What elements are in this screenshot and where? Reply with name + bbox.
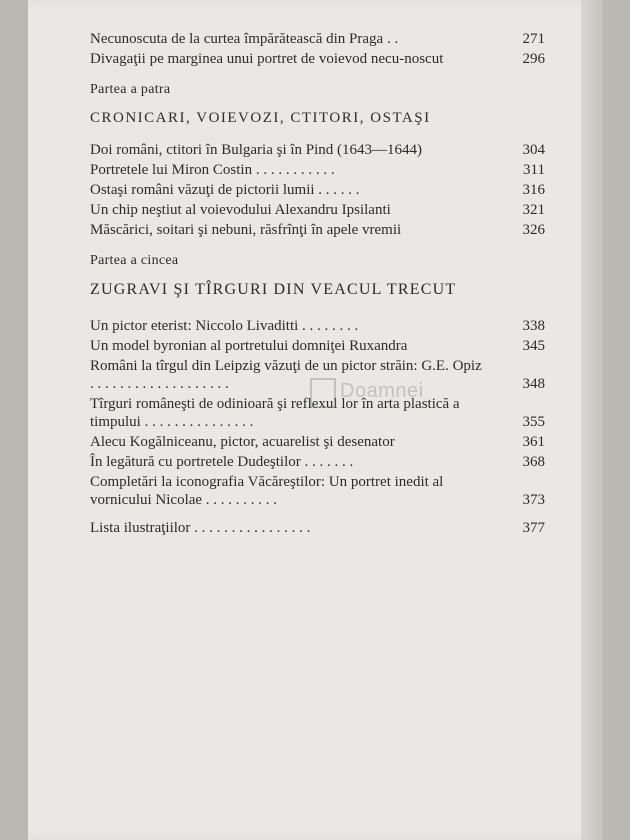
toc-section	[90, 30, 545, 68]
entry-title: Lista ilustraţiilor . . . . . . . . . . . . . . . .	[90, 520, 311, 536]
spacer	[90, 511, 545, 519]
toc-entry	[90, 337, 545, 355]
entry-page-number: 355	[522, 414, 545, 430]
entry-page-number: 368	[522, 454, 545, 470]
entry-page-number: 373	[522, 492, 545, 508]
toc-entry	[90, 181, 545, 199]
toc-entry	[90, 161, 545, 179]
toc-entry	[90, 317, 545, 335]
entry-title: Divagaţii pe marginea unui portret de voievod necu-noscut	[90, 51, 444, 67]
entry-page-number: 361	[522, 434, 545, 450]
entry-title: Un pictor eterist: Niccolo Livaditti . . . . . . . .	[90, 318, 359, 334]
section-heading: ZUGRAVI ŞI TÎRGURI DIN VEACUL TRECUT	[90, 281, 457, 298]
book-logo-icon	[310, 378, 336, 408]
toc-entry	[90, 30, 545, 48]
entry-title: Necunoscuta de la curtea împărătească din Praga . .	[90, 31, 399, 47]
entry-title: În legătură cu portretele Dudeştilor . . . . . . .	[90, 454, 354, 470]
entry-title: Măscărici, soitari şi nebuni, răsfrînţi în apele vremii	[90, 222, 402, 238]
entry-page-number: 326	[522, 222, 545, 238]
entry-title: Portretele lui Miron Costin . . . . . . . . . . .	[90, 162, 335, 178]
toc-entry	[90, 473, 545, 509]
entry-page-number: 377	[522, 520, 545, 536]
watermark-text: Doamnei	[340, 380, 424, 402]
entry-title: Un chip neştiut al voievodului Alexandru Ipsilanti	[90, 202, 391, 218]
toc-entry	[90, 221, 545, 239]
section-heading: CRONICARI, VOIEVOZI, CTITORI, OSTAŞI	[90, 110, 431, 126]
entry-title: Români la tîrgul din Leipzig văzuţi de un pictor străin: G.E. Opiz . . . . . . . . . . . . . . . . . . .	[90, 358, 482, 392]
toc-entry-final	[90, 519, 545, 537]
toc-entry	[90, 201, 545, 219]
entry-page-number: 296	[522, 51, 545, 67]
entry-title: Tîrguri româneşti de odinioară şi reflexul lor în arta plastică a timpului . . . . . . . . . . . . . . .	[90, 396, 460, 430]
entry-page-number: 348	[522, 376, 545, 392]
entry-page-number: 316	[522, 182, 545, 198]
entry-title: Alecu Kogălniceanu, pictor, acuarelist şi desenator	[90, 434, 395, 450]
entry-page-number: 271	[522, 31, 545, 47]
entry-page-number: 338	[522, 318, 545, 334]
page-edge	[581, 0, 603, 840]
book-page	[28, 0, 603, 840]
entry-page-number: 321	[522, 202, 545, 218]
entry-title: Un model byronian al portretului domniţei Ruxandra	[90, 338, 408, 354]
toc-section	[90, 82, 545, 239]
entry-page-number: 345	[522, 338, 545, 354]
entry-page-number: 311	[523, 162, 545, 178]
watermark	[310, 372, 460, 412]
toc-entry	[90, 50, 545, 68]
toc-entry	[90, 433, 545, 451]
toc-entry	[90, 141, 545, 159]
table-of-contents	[90, 30, 545, 539]
entry-page-number: 304	[522, 142, 545, 158]
entry-title: Doi români, ctitori în Bulgaria şi în Pind (1643—1644)	[90, 142, 423, 158]
entry-title: Completări la iconografia Văcăreştilor: Un portret inedit al vornicului Nicolae . . . . . . . . . .	[90, 474, 444, 508]
entry-title: Ostaşi români văzuţi de pictorii lumii . . . . . .	[90, 182, 360, 198]
part-label: Partea a patra	[90, 82, 171, 97]
part-label: Partea a cincea	[90, 253, 179, 268]
toc-entry	[90, 453, 545, 471]
